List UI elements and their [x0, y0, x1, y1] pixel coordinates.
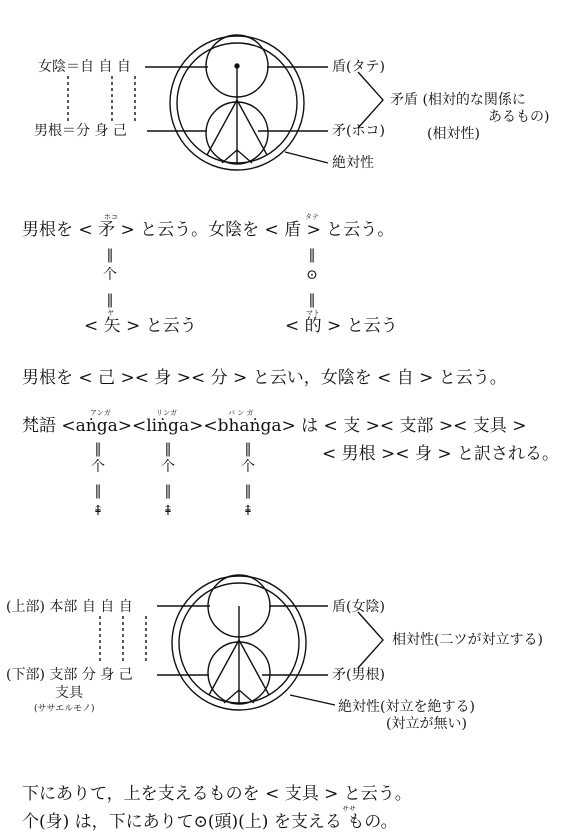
arrow-symbol-4: 个 — [241, 459, 255, 475]
s4-line1: 梵語 <aṅga><liṅga><bhaṅga> は < 支 >< 支部 >< 支具 > — [22, 416, 527, 436]
d1-brace-label-1: 矛盾 (相対的な関係に — [390, 92, 526, 108]
s3-line: 男根を < 己 >< 身 >< 分 > と云い，女陰を < 自 > と云う。 — [22, 368, 507, 388]
d1-brace-label-3: (相対性) — [427, 126, 480, 142]
s2-line2-a: < 矢 > と云う — [84, 316, 197, 336]
eq-6: ‖ — [94, 483, 102, 499]
s2-line2-b: < 的 > と云う — [285, 316, 398, 336]
d2-left-bottom: (下部) 支部 分 身 己 — [6, 667, 133, 683]
ruby-linga: リンガ — [156, 409, 177, 417]
footer-line2: 个(身) は，下にありて⊙(頭)(上) を支える もの。 — [22, 812, 398, 832]
ruby-tate: タテ — [305, 213, 319, 221]
arrowhead-icon: ⇞ — [92, 503, 104, 519]
eq-5: ‖ — [94, 441, 102, 457]
ruby-anga: アンガ — [90, 409, 111, 417]
arrowhead-icon: ⇞ — [242, 503, 254, 519]
d1-brace-label-2: あるもの) — [488, 109, 550, 125]
d1-left-bottom: 男根＝分 身 己 — [34, 123, 127, 139]
d2-left-bottom2: 支具 — [55, 685, 83, 701]
eq-3: ‖ — [308, 247, 316, 263]
s4-line2: < 男根 >< 身 > と訳される。 — [322, 444, 559, 464]
d2-left-top: (上部) 本部 自 自 自 — [6, 599, 133, 615]
d2-right-bottom2: (対立が無い) — [386, 716, 467, 732]
eq-1: ‖ — [106, 247, 114, 263]
arrowhead-icon: ⇞ — [162, 503, 174, 519]
eq-2: ‖ — [106, 292, 114, 308]
eq-8: ‖ — [164, 483, 172, 499]
d2-right-top: 盾(女陰) — [332, 599, 385, 615]
d2-right-bottom1: 絶対性(対立を絶する) — [338, 699, 475, 715]
ruby-sasa: ササ — [342, 805, 356, 813]
ruby-bhanga: バ ン ガ — [228, 409, 254, 417]
d1-left-top: 女陰＝自 自 自 — [38, 59, 131, 75]
d2-right-mid: 矛(男根) — [332, 667, 385, 683]
arrow-symbol-3: 个 — [161, 459, 175, 475]
footer-line1: 下にありて，上を支えるものを < 支具 > と云う。 — [22, 784, 412, 804]
d1-right-bottom: 絶対性 — [332, 155, 374, 171]
s2-line1: 男根を < 矛 > と云う。女陰を < 盾 > と云う。 — [22, 220, 395, 240]
eq-4: ‖ — [308, 292, 316, 308]
d1-right-mid: 矛(ホコ) — [332, 123, 385, 139]
d2-left-bottom3: (ササエルモノ) — [34, 704, 95, 714]
target-symbol: ⊙ — [306, 267, 318, 283]
d1-right-top: 盾(タテ) — [332, 59, 385, 75]
ruby-ya: ヤ — [107, 309, 114, 317]
eq-9: ‖ — [244, 441, 252, 457]
arrow-symbol-2: 个 — [91, 459, 105, 475]
eq-10: ‖ — [244, 483, 252, 499]
ruby-mato: マト — [306, 309, 320, 317]
eq-7: ‖ — [164, 441, 172, 457]
arrow-symbol: 个 — [103, 267, 117, 283]
d2-right-brace: 相対性(二ツが対立する) — [392, 632, 543, 648]
ruby-hoko: ホコ — [104, 213, 118, 221]
